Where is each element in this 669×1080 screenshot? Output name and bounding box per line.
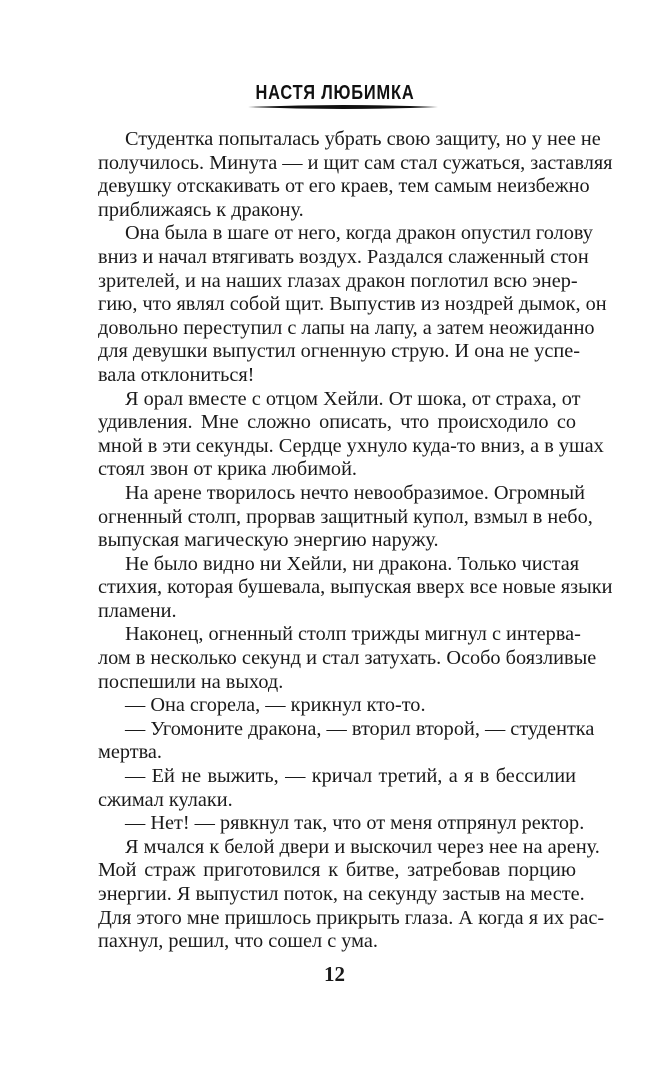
- text-line: энергии. Я выпустил поток, на секунду застыв на месте.: [98, 883, 585, 905]
- text-line: зрителей, и на наших глазах дракон поглотил всю энер-: [98, 269, 578, 292]
- text-line: Для этого мне пришлось прикрыть глаза. А когда я их рас-: [98, 906, 605, 929]
- paragraph: [98, 717, 595, 765]
- text-line: лом в несколько секунд и стал затухать. Особо боязливые: [98, 647, 597, 670]
- text-line: гию, что являл собой щит. Выпустив из ноздрей дымок, он: [98, 293, 607, 316]
- text-line: Я мчался к белой двери и выскочил через нее на арену.: [125, 835, 600, 858]
- paragraph: [98, 387, 604, 482]
- text-line: стоял звон от крика любимой.: [98, 458, 358, 481]
- paragraph: [98, 623, 597, 694]
- body-text: [98, 128, 613, 954]
- text-line: — Ей не выжить, — кричал третий, а я в бессилии: [125, 765, 576, 788]
- paragraph: [98, 481, 593, 553]
- text-line: Наконец, огненный столп трижды мигнул с интерва-: [125, 623, 581, 646]
- text-line: вниз и начал втягивать воздух. Раздался слаженный стон: [98, 245, 589, 268]
- text-line: На арене творилось нечто невообразимое. Огромный: [125, 481, 585, 504]
- text-line: пламени.: [98, 599, 177, 622]
- text-line: — Она сгорела, — крикнул кто-то.: [125, 694, 426, 717]
- text-line: Я орал вместе с отцом Хейли. От шока, от страха, от: [125, 387, 581, 410]
- paragraph: [98, 765, 576, 812]
- text-line: мертва.: [98, 741, 162, 764]
- text-line: для девушки выпустил огненную струю. И она не успе-: [98, 340, 580, 363]
- text-line: вала отклониться!: [98, 363, 255, 386]
- text-line: пахнул, решил, что сошел с ума.: [98, 930, 378, 953]
- paragraph: [98, 835, 605, 954]
- text-line: — Нет! — рявкнул так, что от меня отпрянул ректор.: [125, 812, 585, 835]
- text-line: Она была в шаге от него, когда дракон опустил голову: [125, 222, 593, 245]
- paragraph: [98, 128, 613, 222]
- paragraph: [98, 552, 613, 624]
- text-line: довольно переступил с лапы на лапу, а затем неожиданно: [98, 316, 595, 339]
- text-line: поспешили на выход.: [98, 670, 284, 693]
- header-rule: [248, 104, 438, 110]
- text-line: сжимал кулаки.: [98, 788, 233, 811]
- running-header: [0, 82, 669, 105]
- text-line: получилось. Минута — и щит сам стал сужаться, заставляя: [98, 151, 613, 174]
- text-line: девушку отскакивать от его краев, тем самым неизбежно: [98, 175, 590, 198]
- paragraph: [98, 222, 607, 387]
- text-line: приближаясь к дракону.: [98, 198, 304, 221]
- text-line: Не было видно ни Хейли, ни дракона. Только чистая: [125, 552, 580, 575]
- paragraph: [98, 812, 585, 836]
- text-line: мной в эти секунды. Сердце ухнуло куда-то вниз, а в ушах: [98, 434, 604, 457]
- text-line: огненный столп, прорвав защитный купол, взмыл в небо,: [98, 505, 593, 528]
- text-line: Студентка попыталась убрать свою защиту, но у нее не: [125, 128, 601, 150]
- text-line: — Угомоните дракона, — вторил второй, — студентка: [125, 717, 595, 740]
- text-line: стихия, которая бушевала, выпуская вверх все новые языки: [98, 576, 613, 599]
- page-number: 12: [324, 962, 345, 986]
- text-line: выпуская магическую энергию наружу.: [98, 529, 439, 552]
- text-line: удивления. Мне сложно описать, что происходило со: [98, 411, 576, 434]
- book-title: НАСТЯ ЛЮБИМКА: [254, 82, 415, 104]
- text-line: Мой страж приготовился к битве, затребовав порцию: [98, 859, 576, 882]
- paragraph: [98, 694, 576, 718]
